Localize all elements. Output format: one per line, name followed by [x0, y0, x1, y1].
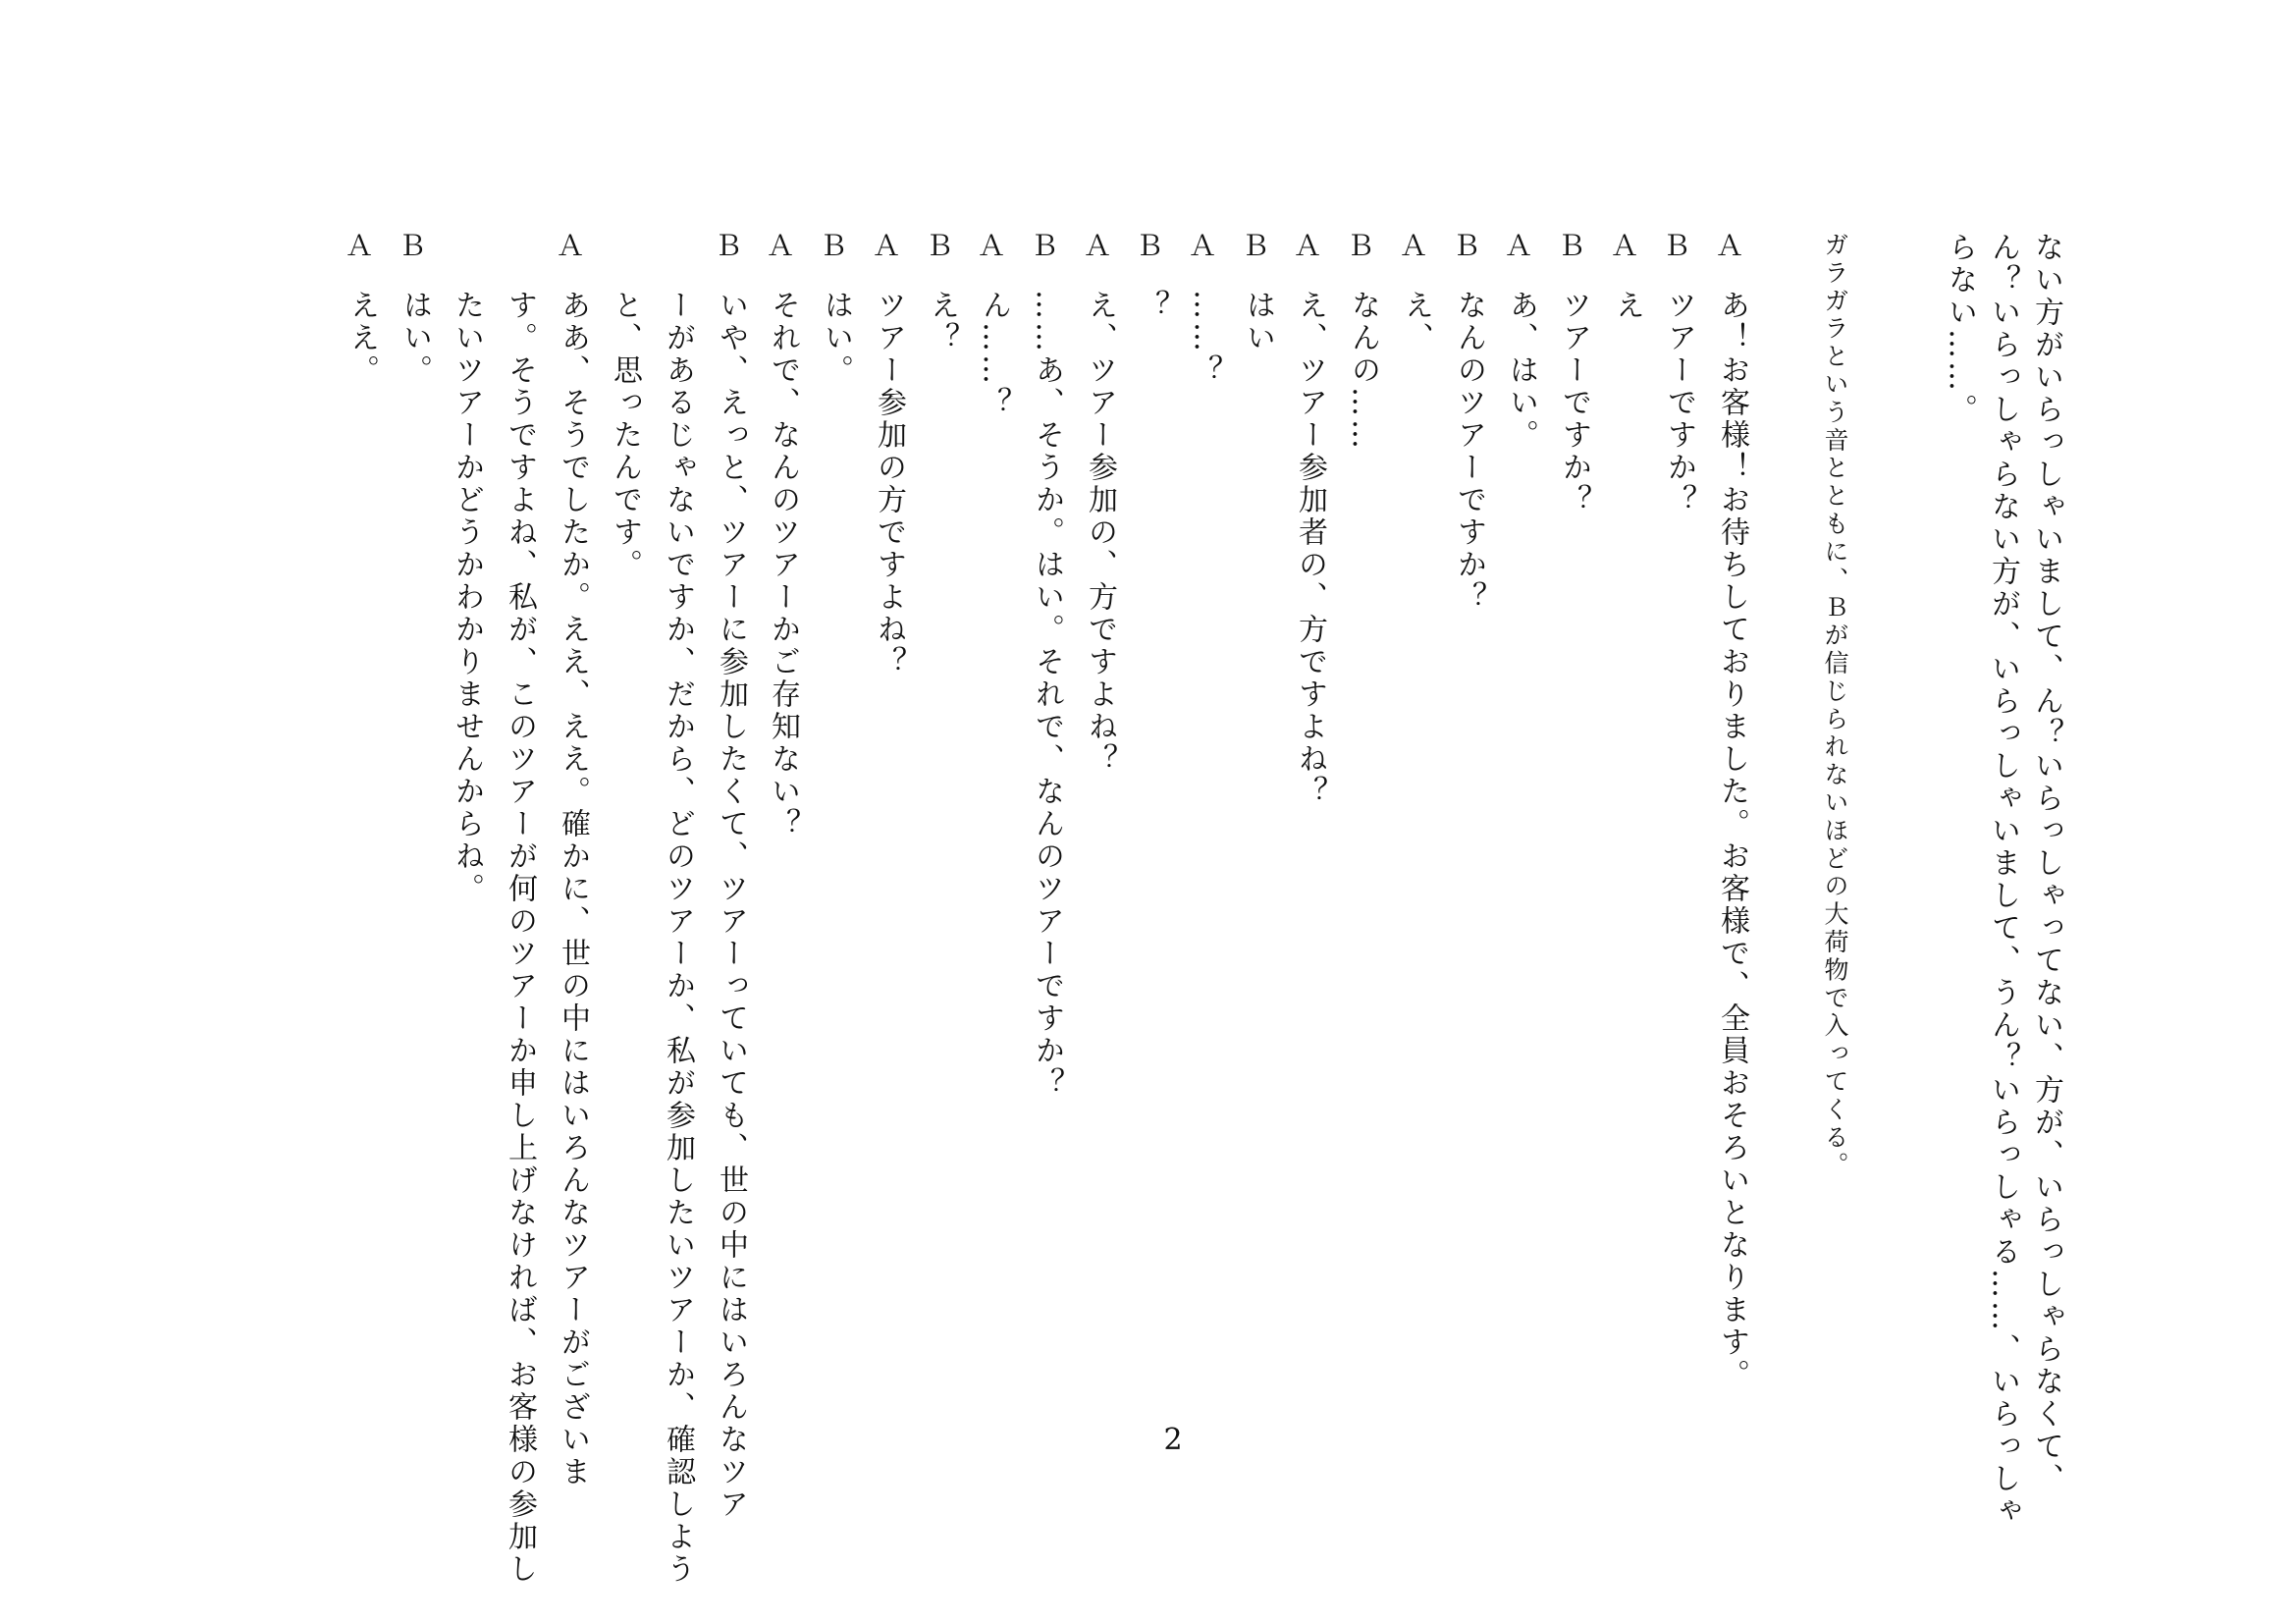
- dialogue-line: え、ツアー参加者の、方ですよね？: [1293, 290, 1327, 808]
- dialogue-line: と、思ったんです。: [608, 290, 642, 581]
- speaker-label: Ｂ: [1452, 229, 1481, 262]
- narration-line: ない方がいらっしゃいまして、ん？いらっしゃってない、方が、いらっしゃらなくて、: [2029, 232, 2063, 1495]
- speaker-label: Ａ: [1504, 229, 1533, 262]
- dialogue-line: ？: [1135, 290, 1169, 322]
- speaker-label: Ａ: [556, 229, 585, 262]
- dialogue-line: それで、なんのツアーかご存知ない？: [766, 290, 800, 840]
- speaker-label: Ｂ: [1557, 229, 1586, 262]
- dialogue-line: あ！お客様！お待ちしておりました。お客様で、全員おそろいとなります。: [1715, 290, 1749, 1391]
- speaker-label: Ａ: [1083, 229, 1112, 262]
- speaker-label: Ａ: [1715, 229, 1744, 262]
- dialogue-line: ああ、そうでしたか。ええ、ええ。確かに、世の中にはいろんなツアーがございま: [556, 290, 590, 1488]
- dialogue-line: なんの……: [1346, 290, 1380, 452]
- dialogue-line: ツアーですか？: [1557, 290, 1591, 516]
- dialogue-line: え、: [1399, 290, 1433, 354]
- page-number: 2: [1163, 1423, 1183, 1457]
- speaker-label: Ａ: [1293, 229, 1322, 262]
- dialogue-line: ……？: [1188, 290, 1222, 387]
- dialogue-line: はい。: [398, 290, 432, 387]
- dialogue-line: え、ツアー参加の、方ですよね？: [1083, 290, 1117, 776]
- dialogue-line: はい: [1241, 290, 1275, 354]
- dialogue-line: ツアーですか？: [1662, 290, 1696, 516]
- narration-line: らない……。: [1943, 232, 1977, 426]
- dialogue-line: たいツアーかどうかわかりませんからね。: [450, 290, 484, 905]
- speaker-label: Ｂ: [714, 229, 743, 262]
- dialogue-line: ええ。: [345, 290, 379, 387]
- stage-direction: ガラガラという音とともに、Ｂが信じられないほどの大荷物で入ってくる。: [1821, 232, 1849, 1180]
- speaker-label: Ｂ: [819, 229, 848, 262]
- speaker-label: Ｂ: [398, 229, 427, 262]
- narration-line: ん？いらっしゃらない方が、いらっしゃいまして、うん？いらっしゃる……、いらっしゃ: [1986, 232, 2020, 1528]
- speaker-label: Ｂ: [925, 229, 954, 262]
- dialogue-line: え: [1610, 290, 1644, 322]
- dialogue-line: はい。: [819, 290, 853, 387]
- speaker-label: Ｂ: [1030, 229, 1059, 262]
- dialogue-line: あ、はい。: [1504, 290, 1538, 452]
- speaker-label: Ｂ: [1662, 229, 1691, 262]
- dialogue-line: ツアー参加の方ですよね？: [872, 290, 906, 678]
- speaker-label: Ａ: [766, 229, 795, 262]
- dialogue-line: ん……？: [977, 290, 1011, 419]
- speaker-label: Ａ: [1188, 229, 1217, 262]
- speaker-label: Ｂ: [1135, 229, 1164, 262]
- speaker-label: Ａ: [1610, 229, 1639, 262]
- dialogue-line: いや、えっと、ツアーに参加したくて、ツアーっていても、世の中にはいろんなツア: [714, 290, 748, 1521]
- dialogue-line: え？: [925, 290, 959, 354]
- speaker-label: Ａ: [1399, 229, 1428, 262]
- speaker-label: Ｂ: [1346, 229, 1375, 262]
- speaker-label: Ａ: [345, 229, 374, 262]
- dialogue-line: ーがあるじゃないですか、だから、どのツアーか、私が参加したいツアーか、確認しよう: [661, 290, 695, 1586]
- dialogue-line: なんのツアーですか？: [1452, 290, 1486, 614]
- speaker-label: Ａ: [872, 229, 901, 262]
- speaker-label: Ｂ: [1241, 229, 1270, 262]
- speaker-label: Ａ: [977, 229, 1006, 262]
- dialogue-line: す。そうですよね、私が、このツアーが何のツアーか申し上げなければ、お客様の参加し: [503, 290, 537, 1586]
- dialogue-line: ……あ、そうか。はい。それで、なんのツアーですか？: [1030, 290, 1064, 1100]
